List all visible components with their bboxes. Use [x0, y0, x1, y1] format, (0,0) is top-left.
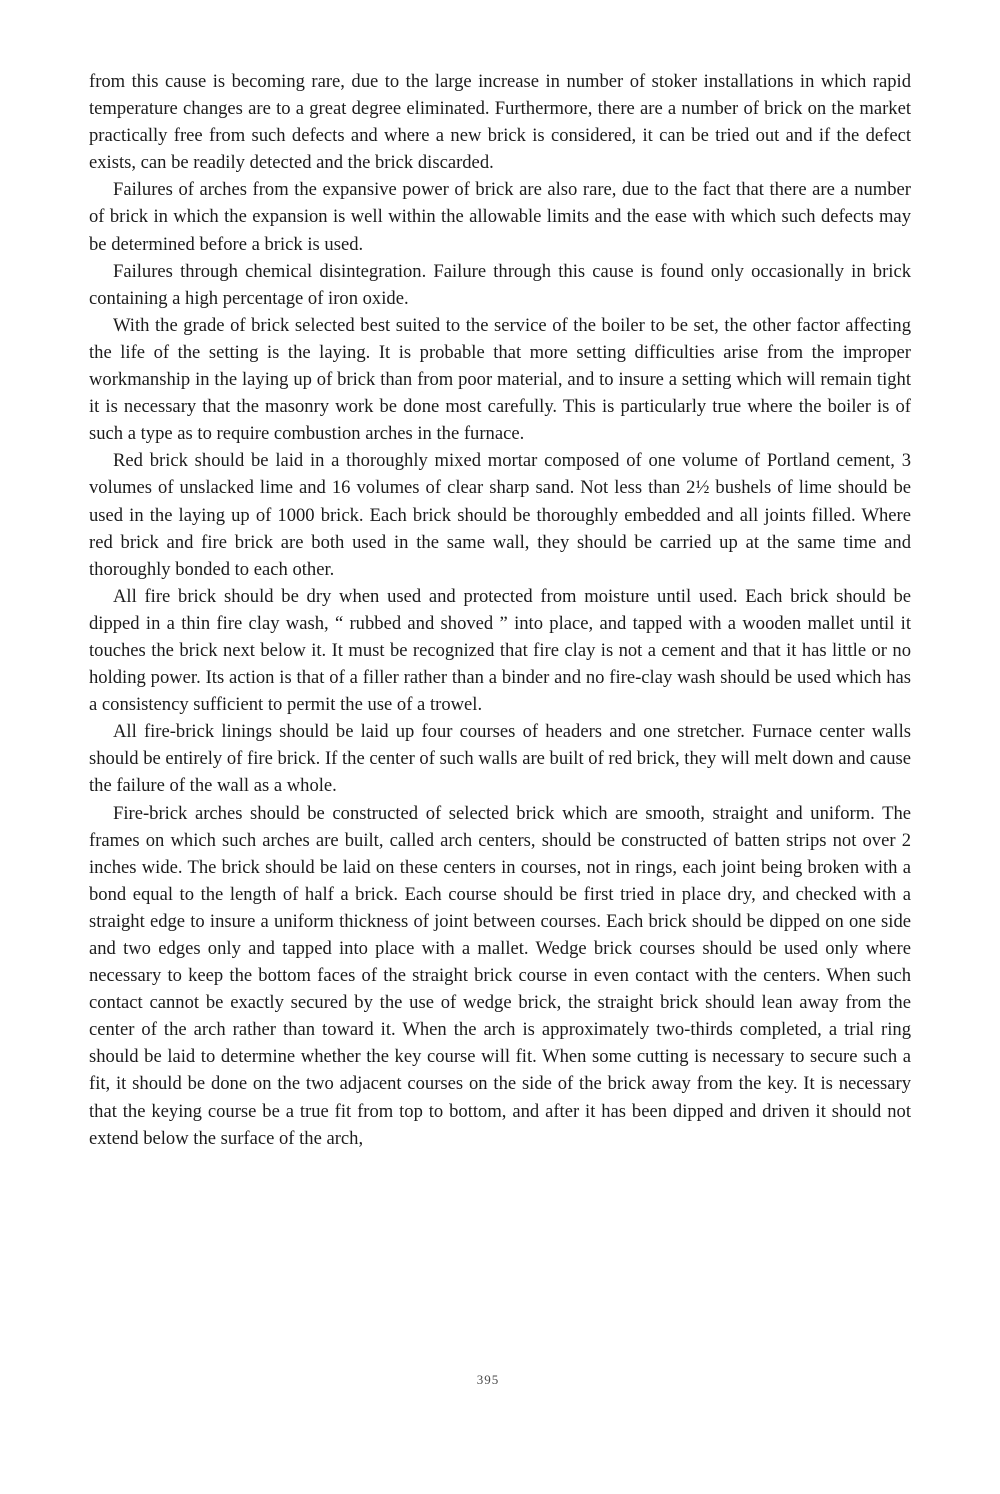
paragraph-arch-expansion: Failures of arches from the expansive power of brick are also rare, due to the fact that there are a number of brick in which the expansion is well within the allowable limits and the ease with which such defects may be determined before a brick is used. — [89, 179, 911, 255]
paragraph-red-brick-mortar: Red brick should be laid in a thoroughly mixed mortar composed of one volume of Portland cement, 3 volumes of unslacked lime and 16 volumes of clear sharp sand. Not less than 2½ bushels of lime should be used in the laying up of 1000 brick. Each brick should be thoroughly embedded and all joints filled. Where red brick and fire brick are both used in the same wall, they should be carried up at the same time and thoroughly bonded to each other. — [89, 450, 911, 580]
paragraph-fire-brick-dry: All fire brick should be dry when used and protected from moisture until used. Each brick should be dipped in a thin fire clay wash, “ rubbed and shoved ” into place, and tapped with a wooden mallet until it touches the brick next below it. It must be recognized that fire clay is not a cement and that it has little or no holding power. Its action is that of a filler rather than a binder and no fire-clay wash should be used which has a consistency sufficient to permit the use of a trowel. — [89, 585, 911, 716]
paragraph-continued: from this cause is becoming rare, due to the large increase in number of stoker installations in which rapid temperature changes are to a great degree eliminated. Furthermore, there are a number of brick on the market practically free from such defects and where a new brick is considered, it can be tried out and if the defect exists, can be readily detected and the brick discarded. — [89, 71, 911, 174]
paragraph-laying: With the grade of brick selected best suited to the service of the boiler to be set, the other factor affecting the life of the setting is the laying. It is probable that more setting difficulties arise from the improper workmanship in the laying up of brick than from poor material, and to insure a setting which will remain tight it is necessary that the masonry work be done most carefully. This is particularly true where the boiler is of such a type as to require combustion arches in the furnace. — [89, 314, 911, 445]
body-text — [89, 68, 911, 1152]
paragraph-chemical-disintegration: Failures through chemical disintegration. Failure through this cause is found only occasionally in brick containing a high percentage of iron oxide. — [89, 260, 911, 309]
page-number: 395 — [476, 1372, 500, 1387]
paragraph-fire-brick-linings: All fire-brick linings should be laid up four courses of headers and one stretcher. Furnace center walls should be entirely of fire brick. If the center of such walls are built of red brick, they will melt down and cause the failure of the wall as a whole. — [89, 721, 911, 797]
paragraph-fire-brick-arches: Fire-brick arches should be constructed of selected brick which are smooth, straight and uniform. The frames on which such arches are built, called arch centers, should be constructed of batten strips not over 2 inches wide. The brick should be laid on these centers in courses, not in rings, each joint being broken with a bond equal to the length of half a brick. Each course should be first tried in place dry, and checked with a straight edge to insure a uniform thickness of joint between courses. Each brick should be dipped on one side and two edges only and tapped into place with a mallet. Wedge brick courses should be used only where necessary to keep the bottom faces of the straight brick course in even contact with the centers. When such contact cannot be exactly secured by the use of wedge brick, the straight brick should lean away from the center of the arch rather than toward it. When the arch is approximately two-thirds completed, a trial ring should be laid to determine whether the key course will fit. When some cutting is necessary to secure such a fit, it should be done on the two adjacent courses on the side of the brick away from the key. It is necessary that the keying course be a true fit from top to bottom, and after it has been dipped and driven it should not extend below the surface of the arch, — [89, 802, 911, 1149]
